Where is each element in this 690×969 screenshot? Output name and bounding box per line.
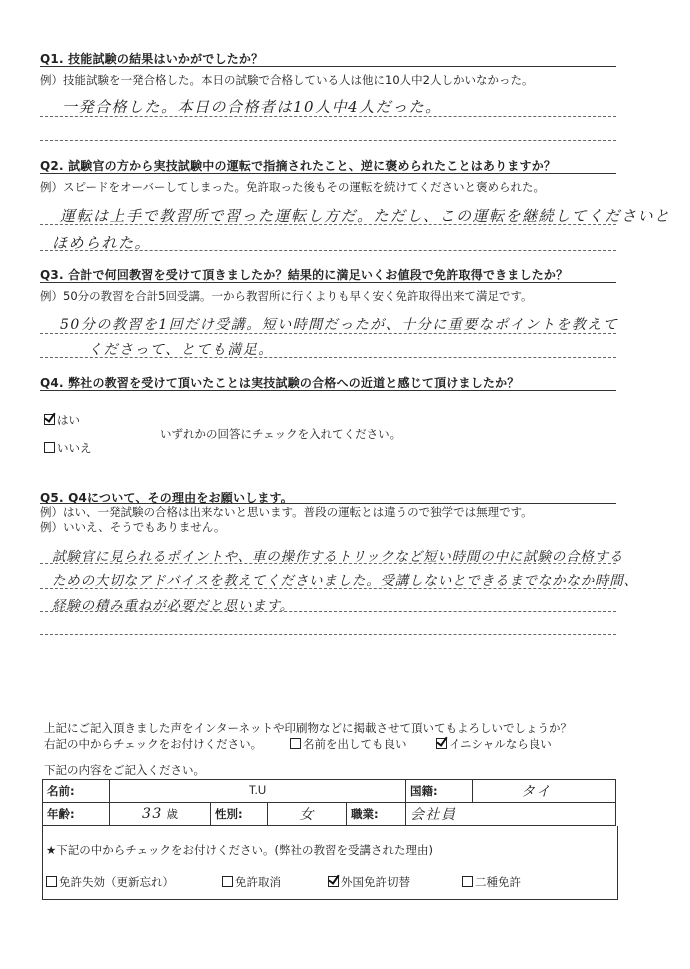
consent-instruction: 右記の中からチェックをお付けください。 (44, 737, 263, 751)
q2-rule (40, 173, 616, 174)
checkbox-icon[interactable] (222, 876, 233, 887)
answer-line (40, 116, 616, 117)
q4-question: Q4. 弊社の教習を受けて頂いたことは実技試験の合格への近道と感じて頂けましたか？ (40, 376, 520, 390)
q3-answer-line1[interactable]: 50分の教習を1回だけ受講。短い時間だったが、十分に重要なポイントを教えて (60, 317, 619, 333)
q4-instruction: いずれかの回答にチェックを入れてください。 (160, 427, 402, 441)
age-cell[interactable] (110, 803, 211, 826)
q2-example: 例）スピードをオーバーしてしまった。免許取った後もその運転を続けてくださいと褒められた。 (40, 180, 545, 194)
answer-line (40, 140, 616, 141)
q2-answer-line1[interactable]: 運転は上手で教習所で習った運転し方だ。ただし、この運転を継続してくださいと (60, 207, 671, 225)
checkbox-icon[interactable] (290, 738, 301, 749)
job-label: 職業: (347, 803, 406, 826)
answer-line (40, 224, 616, 225)
consent-question: 上記にご記入頂きました声をインターネットや印刷物などに掲載させて頂いてもよろしいでしょうか？ (44, 721, 572, 735)
answer-line (40, 634, 616, 635)
reason-option-expired-label: 免許失効（更新忘れ） (59, 875, 174, 889)
checkbox-icon[interactable] (44, 442, 55, 453)
answer-line (40, 357, 616, 358)
job-value[interactable]: 会社員 (406, 803, 616, 826)
checkbox-icon[interactable] (46, 876, 57, 887)
q1-rule (40, 66, 616, 67)
reason-option-foreign[interactable] (328, 874, 410, 890)
answer-line (40, 588, 616, 589)
q3-question: Q3. 合計で何回教習を受けて頂きましたか？結果的に満足いくお値段で免許取得できましたか？ (40, 268, 569, 282)
answer-line (40, 611, 616, 612)
q5-example-yes: 例）はい、一発試験の合格は出来ないと思います。普段の運転とは違うので独学では無理です。 (40, 505, 533, 519)
name-label: 名前: (43, 780, 110, 803)
consent-option-name-label: 名前を出しても良い (303, 737, 407, 751)
reason-option-expired[interactable] (46, 874, 174, 890)
checkbox-icon[interactable] (462, 876, 473, 887)
reason-option-foreign-label: 外国免許切替 (341, 875, 410, 889)
q3-rule (40, 282, 616, 283)
q5-example-no: 例）いいえ、そうでもありません。 (40, 520, 226, 534)
answer-line (40, 250, 616, 251)
sex-value[interactable]: 女 (268, 803, 347, 826)
age-unit: 歳 (166, 807, 178, 821)
answer-line (40, 563, 616, 564)
q2-answer-line2[interactable]: ほめられた。 (52, 234, 152, 252)
age-label: 年齢: (43, 803, 110, 826)
reason-option-revoked-label: 免許取消 (235, 875, 281, 889)
checkbox-checked-icon[interactable] (44, 414, 55, 425)
consent-option-name[interactable] (290, 736, 407, 752)
form-intro: 下記の内容をご記入ください。 (44, 763, 205, 777)
q5-question: Q5. Q4について、その理由をお願いします。 (40, 491, 293, 505)
q4-option-no-label: いいえ (57, 441, 92, 455)
q1-question: Q1. 技能試験の結果はいかがでしたか？ (40, 52, 264, 66)
q1-example: 例）技能試験を一発合格した。本日の試験で合格している人は他に10人中2人しかいなかった。 (40, 73, 534, 87)
q5-answer-line3[interactable]: 経験の積み重ねが必要だと思います。 (52, 598, 295, 614)
q4-option-yes[interactable] (44, 412, 80, 428)
reason-option-class2[interactable] (462, 874, 521, 890)
q2-question: Q2. 試験官の方から実技試験中の運転で指摘されたこと、逆に褒められたことはありますか？ (40, 159, 557, 173)
q4-option-no[interactable] (44, 440, 92, 456)
answer-line (40, 333, 616, 334)
nationality-value[interactable]: タイ (473, 780, 616, 803)
q5-answer-line2[interactable]: ための大切なアドバイスを教えてくださいました。受講しないとできるまでなかなか時間、 (52, 573, 638, 589)
q3-answer-line2[interactable]: くださって、とても満足。 (88, 342, 274, 358)
q4-option-yes-label: はい (57, 413, 80, 427)
q3-example: 例）50分の教習を合計5回受講。一から教習所に行くよりも早く安く免許取得出来て満足です。 (40, 289, 533, 303)
sex-label: 性別: (211, 803, 268, 826)
q1-answer[interactable]: 一発合格した。本日の合格者は10人中4人だった。 (62, 98, 442, 116)
q4-rule (40, 390, 616, 391)
name-value[interactable]: T.U (110, 780, 406, 803)
reason-title: ★下記の中からチェックをお付けください。(弊社の教習を受講された理由) (46, 843, 433, 857)
checkbox-checked-icon[interactable] (328, 876, 339, 887)
reason-option-revoked[interactable] (222, 874, 281, 890)
checkbox-checked-icon[interactable] (436, 738, 447, 749)
consent-option-initial[interactable] (436, 736, 552, 752)
age-value: 33 (142, 806, 163, 822)
nationality-label: 国籍: (406, 780, 473, 803)
reason-option-class2-label: 二種免許 (475, 875, 521, 889)
q5-answer-line1[interactable]: 試験官に見られるポイントや、車の操作するトリックなど短い時間の中に試験の合格する (52, 549, 624, 565)
consent-option-initial-label: イニシャルなら良い (449, 737, 552, 751)
personal-info-table (42, 779, 616, 826)
